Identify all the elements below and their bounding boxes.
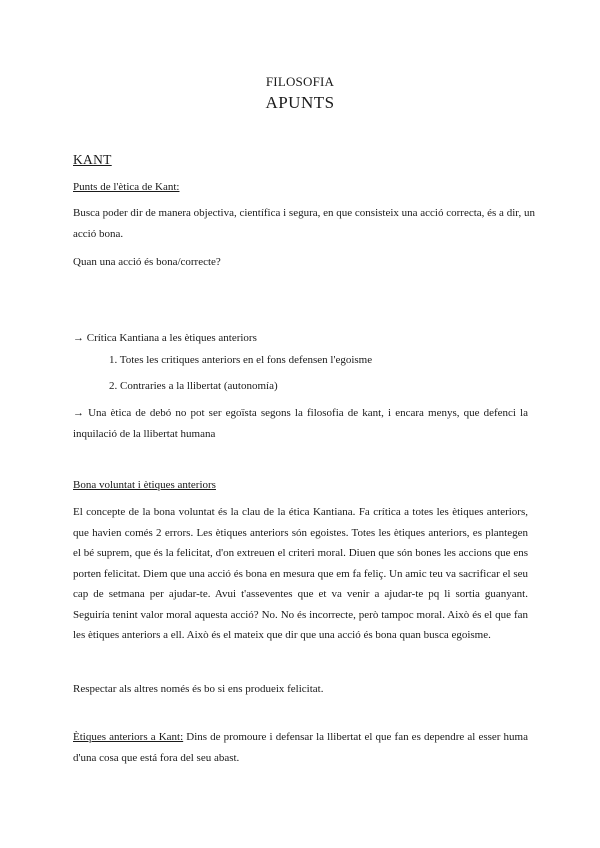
paragraph-line: Busca poder dir de manera objectiva, científica i segura, en que consisteix una acció correcta, és a dir, un <box>73 207 535 219</box>
critica-conclusion: → Una ètica de debó no pot ser egoïsta segons la filosofia de kant, i encara menys, que defenci la inquilació de la llibertat humana <box>73 407 528 440</box>
etiques-text: Dins de promoure i defensar la llibertat el que fan es dependre al esser huma d'una cosa que está fora del seu abast. <box>73 731 528 764</box>
document-title: APUNTS <box>265 93 335 112</box>
list-item: 1. Totes les critiques anteriors en el fons defensen l'egoisme <box>109 354 373 366</box>
list-item: 2. Contraries a la llibertat (autonomía) <box>109 380 278 392</box>
subject-title: FILOSOFIA <box>265 74 335 89</box>
paragraph-line: acció bona. <box>73 228 124 240</box>
critica-intro: → Crítica Kantiana a les ètiques anteriors <box>73 332 257 344</box>
etiques-label: Ètiques anteriors a Kant: <box>73 731 184 743</box>
question-text: Quan una acció és bona/correcte? <box>73 256 221 268</box>
etiques-paragraph <box>73 727 528 768</box>
section-heading-bona-voluntat: Bona voluntat i ètiques anteriors <box>73 479 216 491</box>
respectar-text: Respectar als altres només és bo si ens produeix felicitat. <box>73 683 324 695</box>
section-heading-kant: KANT <box>73 152 112 167</box>
subheading-punts-etica: Punts de l'ètica de Kant: <box>73 181 180 193</box>
bona-voluntat-paragraph: El concepte de la bona voluntat és la clau de la ética Kantiana. Fa crítica a totes les ètiques anteriors, que havien comés 2 errors. Les ètiques anteriors són egoistes. Totes les ètiques anteriors, es plantegen el bé suprem, que és la felicitat, d'on extreuen el criteri moral. Diuen que són bones les accions que ens porten felicitat. Diem que una acció és bona en mesura que em fa feliç. Un amic teu va sacrificar el seu cap de setmana per ajudar-te. Avui t'asseventes que et va venir a ajudar-te pq li sortia guanyant. Seguiría tenint valor moral aquesta acció? No. No és incorrecte, però tampoc moral. Això és el que fan les ètiques anteriors a ell. Això és el mateix que dir que una acció és bona quan busca egoisme. <box>73 506 528 641</box>
